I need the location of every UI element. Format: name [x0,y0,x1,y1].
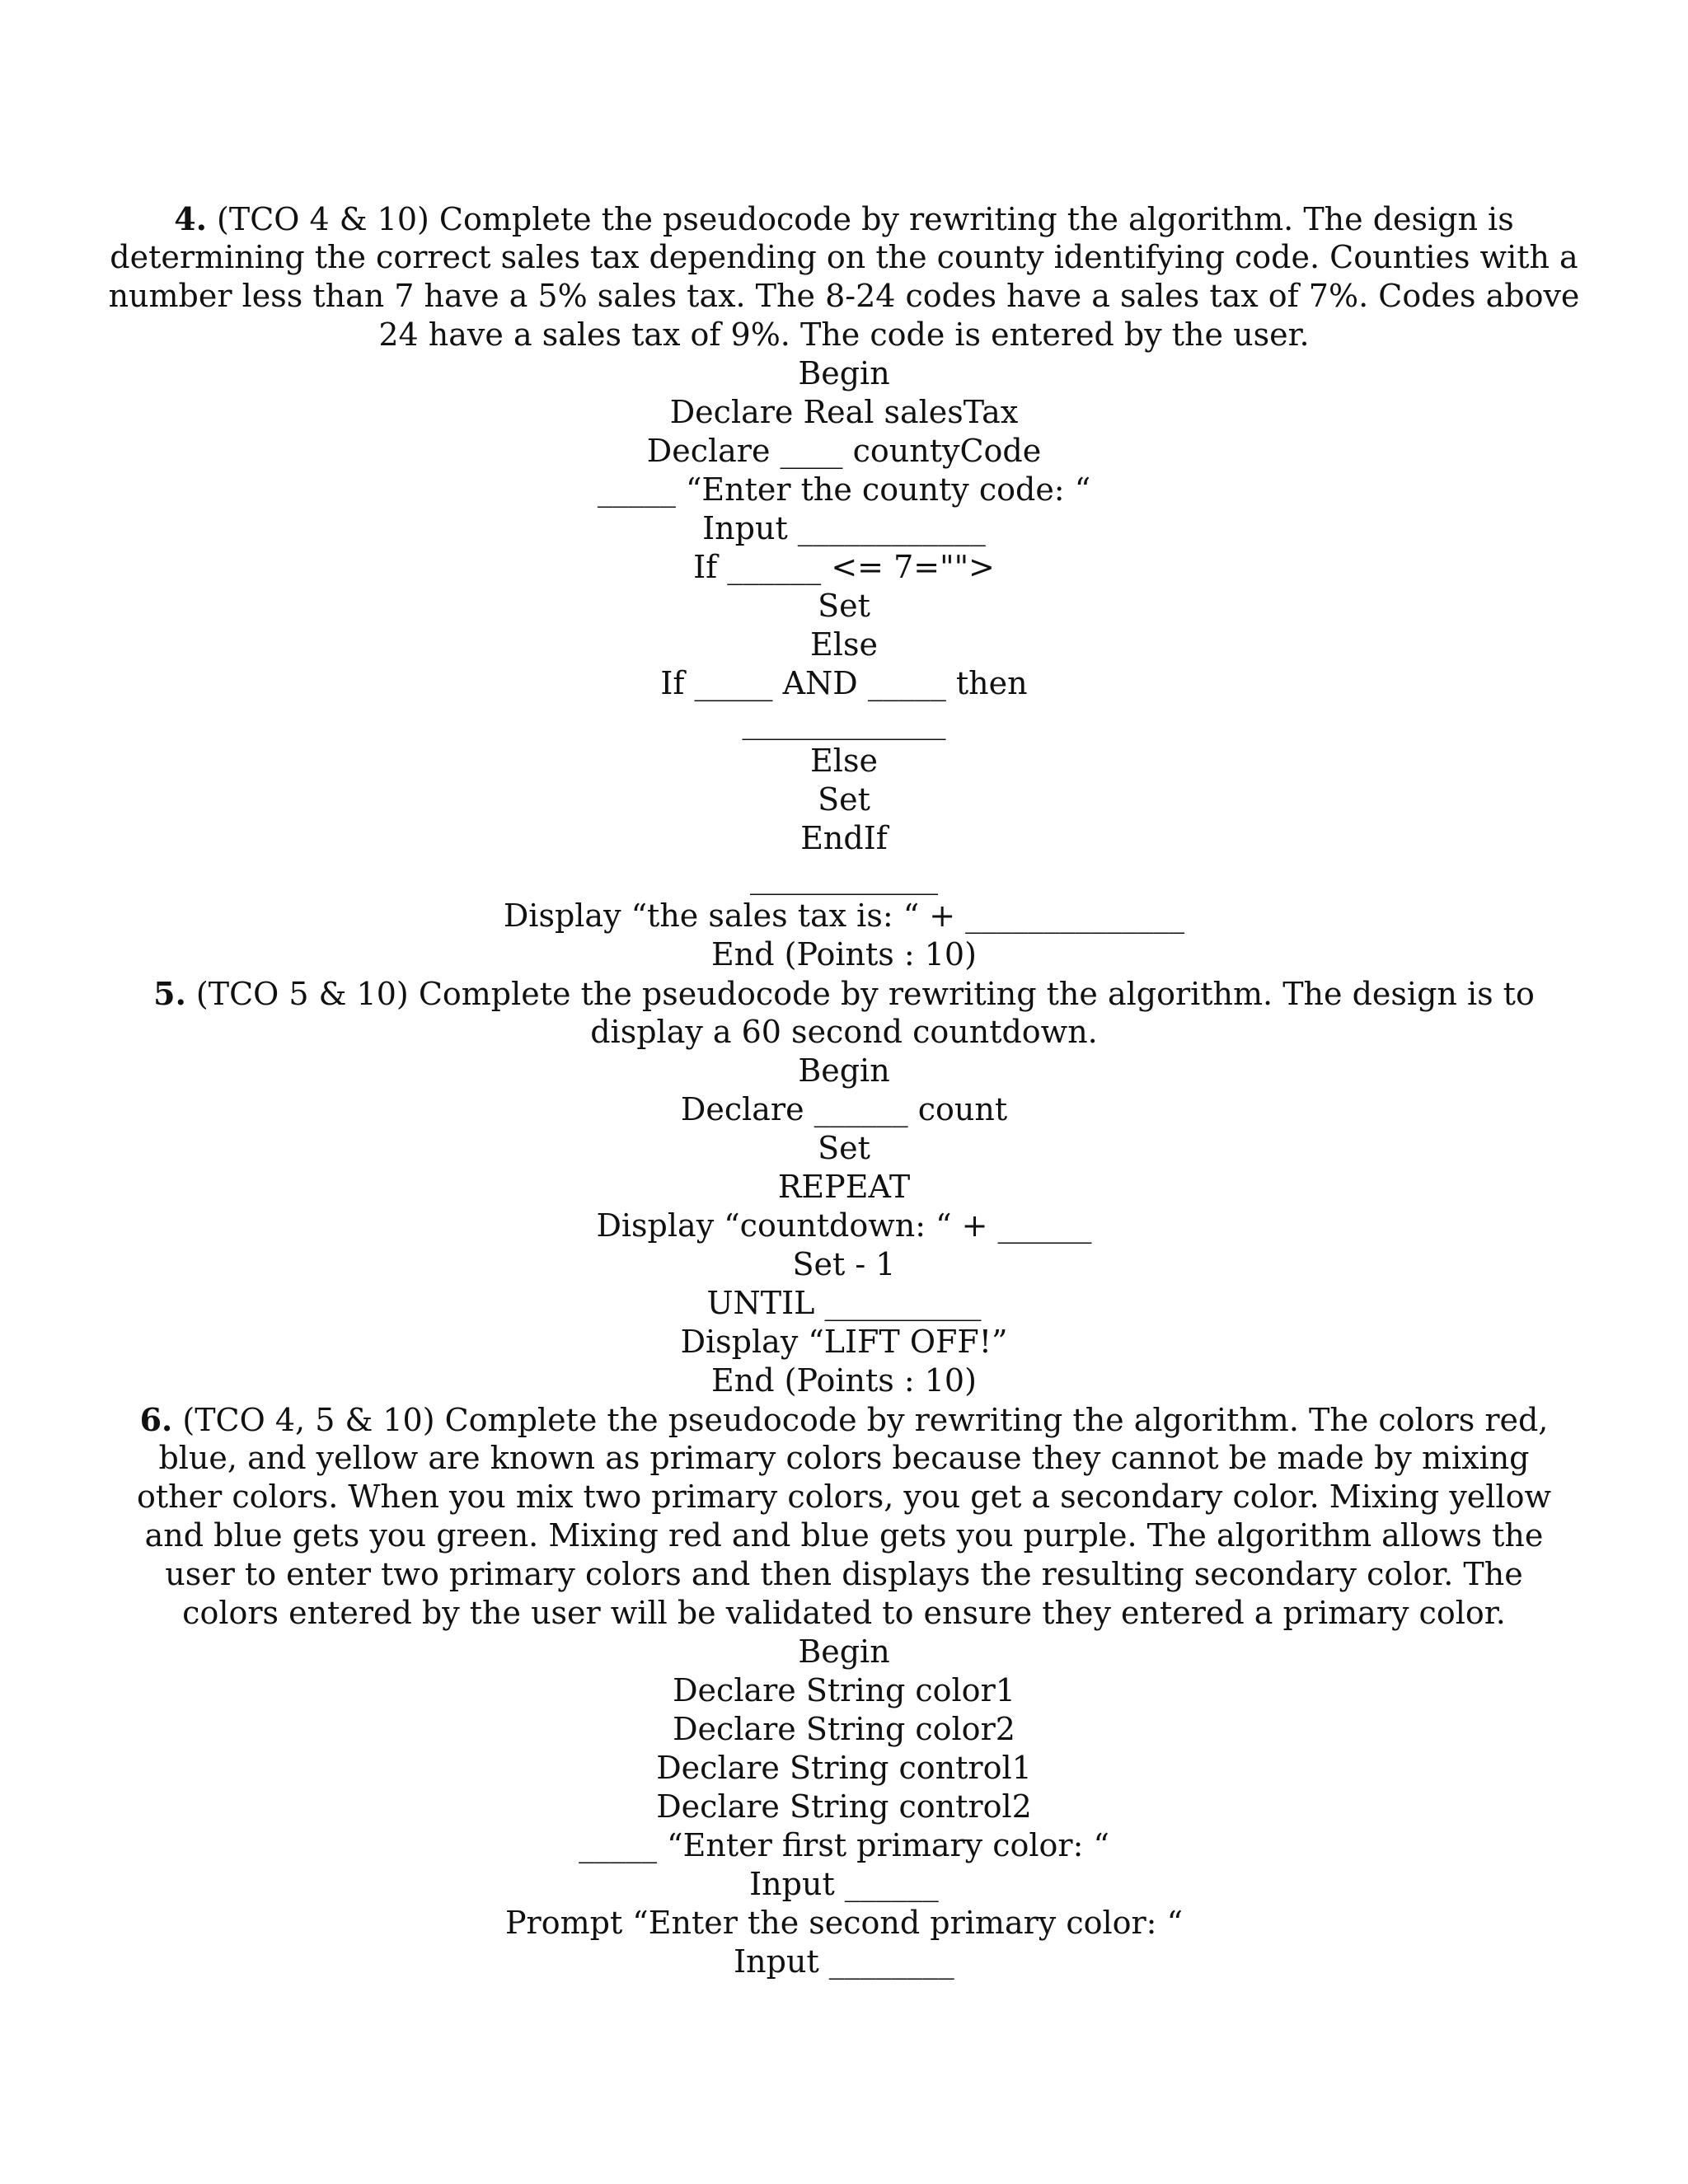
question-4-prompt-line-3: number less than 7 have a 5% sales tax. The 8-24 codes have a sales tax of 7%. Codes above [108,278,1580,314]
question-6-prompt-line-2: blue, and yellow are known as primary colors because they cannot be made by mixing [158,1440,1530,1476]
code-line: Set [818,781,870,818]
question-5-prompt-line-2: display a 60 second countdown. [590,1014,1098,1050]
code-line: Else [810,743,878,779]
question-4-prompt-line-4: 24 have a sales tax of 9%. The code is entered by the user. [378,316,1310,353]
code-line: Declare String color1 [673,1672,1015,1708]
question-6-prompt-line-4: and blue gets you green. Mixing red and blue gets you purple. The algorithm allows the [144,1517,1544,1554]
code-line: Declare ____ countyCode [646,433,1042,469]
code-line: Else [810,626,878,663]
code-line: Set [818,1130,870,1166]
question-4-prompt-line-1: 4. (TCO 4 & 10) Complete the pseudocode by rewriting the algorithm. The design is [174,200,1514,237]
code-line: If _____ AND _____ then [660,665,1028,701]
question-number: 6. [139,1401,173,1438]
question-6-prompt-line-6: colors entered by the user will be validated to ensure they entered a primary color. [182,1595,1506,1631]
question-4 [0,199,1688,974]
question-6-prompt-line-5: user to enter two primary colors and then displays the resulting secondary color. The [165,1556,1523,1592]
code-line: Input ________ [734,1943,954,1980]
question-6 [0,1400,1688,1981]
code-line: Begin [798,1052,890,1089]
code-line: REPEAT [777,1169,911,1205]
code-line: Set [818,588,870,624]
code-line: End (Points : 10) [711,1362,977,1399]
question-number: 5. [153,975,186,1012]
code-line: Begin [798,1633,890,1670]
code-line: Declare String color2 [673,1711,1015,1747]
code-line: EndIf [800,820,888,856]
question-5 [0,974,1688,1400]
code-line: Display “LIFT OFF!” [680,1324,1008,1360]
code-line: Declare ______ count [680,1091,1008,1127]
question-6-prompt-line-3: other colors. When you mix two primary colors, you get a secondary color. Mixing yellow [137,1479,1551,1515]
question-5-prompt-line-1: 5. (TCO 5 & 10) Complete the pseudocode by rewriting the algorithm. The design is to [153,975,1535,1012]
document-page [0,199,1688,1981]
question-4-prompt-line-2: determining the correct sales tax depending on the county identifying code. Counties with a [110,239,1578,275]
question-6-prompt-line-1: 6. (TCO 4, 5 & 10) Complete the pseudocode by rewriting the algorithm. The colors red, [139,1401,1549,1438]
code-line: _____ “Enter the county code: “ [597,471,1091,508]
code-line: Input ______ [749,1866,939,1902]
code-line: Prompt “Enter the second primary color: “ [504,1905,1183,1941]
code-line: UNTIL __________ [706,1285,982,1321]
code-line: Display “the sales tax is: “ + ______________ [503,898,1185,934]
code-line: ____________ [750,859,938,895]
code-line: _____________ [742,704,946,740]
code-line: Input ____________ [702,510,986,546]
code-line: Set - 1 [792,1246,896,1282]
code-line: Declare String control2 [656,1788,1032,1825]
code-line: Begin [798,355,890,391]
code-line: If ______ <= 7=""> [693,549,995,585]
code-line: Display “countdown: “ + ______ [596,1207,1092,1244]
code-line: End (Points : 10) [711,936,977,972]
code-line: _____ “Enter first primary color: “ [579,1827,1109,1863]
code-line: Declare String control1 [656,1750,1032,1786]
code-line: Declare Real salesTax [669,394,1019,430]
question-number: 4. [174,200,207,237]
